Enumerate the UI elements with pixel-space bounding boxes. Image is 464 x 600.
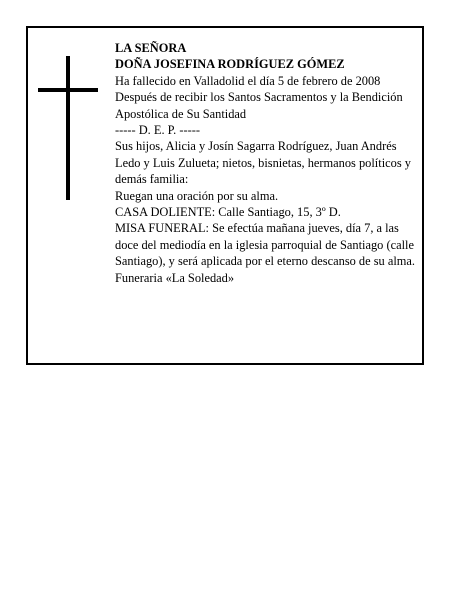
cross-horizontal-bar bbox=[38, 88, 98, 92]
rip-line: ----- D. E. P. ----- bbox=[115, 123, 200, 138]
cross-icon bbox=[38, 56, 98, 200]
mourning-house: CASA DOLIENTE: Calle Santiago, 15, 3º D. bbox=[115, 205, 341, 220]
title-line-1: LA SEÑORA bbox=[115, 41, 187, 55]
funeral-home: Funeraria «La Soledad» bbox=[115, 270, 235, 285]
deceased-name: DOÑA JOSEFINA RODRÍGUEZ GÓMEZ bbox=[115, 57, 345, 72]
notice-text bbox=[115, 40, 415, 286]
obituary-notice bbox=[26, 26, 424, 365]
sacraments-statement: Después de recibir los Santos Sacramentos y la Bendición Apostólica de Su Santidad bbox=[115, 90, 403, 121]
funeral-mass: MISA FUNERAL: Se efectúa mañana jueves, día 7, a las doce del mediodía en la iglesia parroquial de Santiago (calle Santiago), y será aplicada por el eterno descanso de su alma. bbox=[115, 221, 416, 269]
cross-vertical-bar bbox=[66, 56, 70, 200]
death-statement: Ha fallecido en Valladolid el día 5 de febrero de 2008 bbox=[115, 73, 381, 88]
prayer-request: Ruegan una oración por su alma. bbox=[115, 188, 279, 203]
family-statement: Sus hijos, Alicia y Josín Sagarra Rodríguez, Juan Andrés Ledo y Luis Zulueta; nietos, bisnietas, hermanos políticos y demás familia: bbox=[115, 139, 411, 187]
